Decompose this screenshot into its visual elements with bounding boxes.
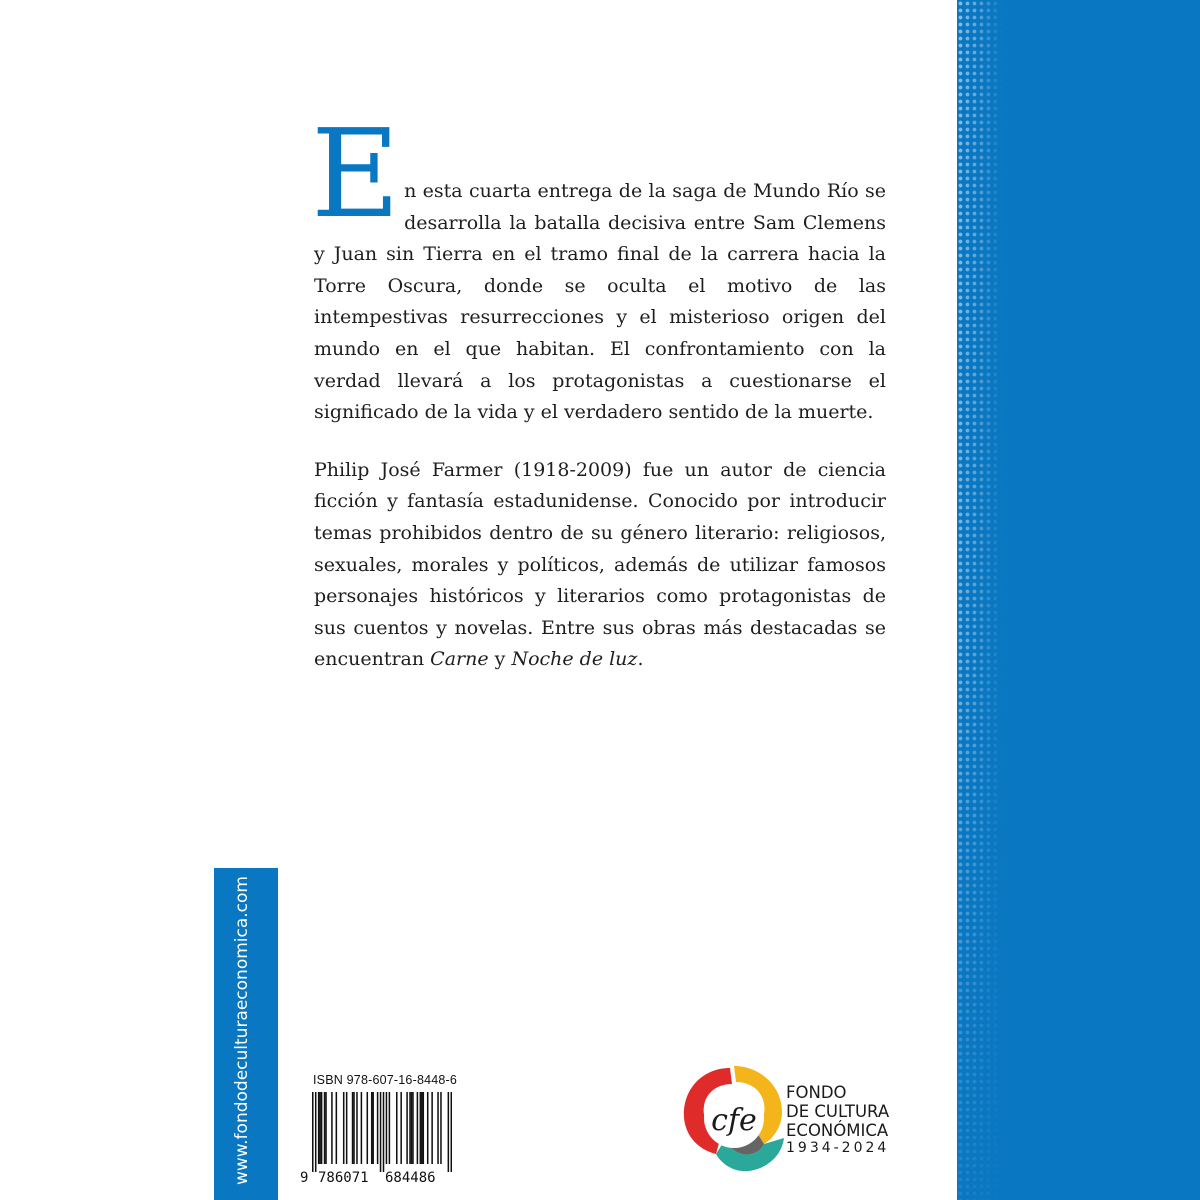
barcode-bar bbox=[336, 1092, 338, 1164]
barcode-bar bbox=[440, 1092, 442, 1164]
barcode-left-digits: 786071 bbox=[318, 1170, 369, 1186]
fce-logo bbox=[678, 1062, 790, 1176]
barcode-bar bbox=[312, 1092, 314, 1172]
barcode-bar bbox=[318, 1092, 320, 1164]
work-title-carne: Carne bbox=[430, 648, 489, 671]
barcode-bar bbox=[400, 1092, 402, 1164]
website-url: www.fondodeculturaeconomica.com bbox=[232, 876, 252, 1185]
barcode-bar bbox=[431, 1092, 433, 1164]
barcode-bar bbox=[427, 1092, 429, 1164]
author-bio-text: Philip José Farmer (1918-2009) fue un autor de ciencia ficción y fantasía estadunidense. Conocido por introducir temas prohibidos dentro de su género literario: religiosos, sexuales, morales y políticos, además de utilizar famosos personajes históricos y literarios como protagonistas de sus cuentos y novelas. Entre sus obras más destacadas se encuentran bbox=[314, 458, 886, 671]
back-cover-text bbox=[311, 103, 886, 676]
publisher-line-3: ECONÓMICA bbox=[786, 1121, 889, 1140]
barcode-bar bbox=[321, 1092, 323, 1164]
barcode-bar bbox=[346, 1092, 348, 1164]
bio-connector: y bbox=[488, 648, 512, 671]
barcode-bar bbox=[367, 1092, 369, 1164]
barcode-bar bbox=[356, 1092, 358, 1164]
barcode-bar bbox=[389, 1092, 391, 1164]
synopsis-text: n esta cuarta entrega de la saga de Mundo Río se desarrolla la batalla decisiva entre Sam Clemens y Juan sin Tierra en el tramo final de la carrera hacia la Torre Oscura, donde se oculta el motivo de las intempestivas resurrecciones y el misterioso origen del mundo en el que habitan. El confrontamiento con la verdad llevará a los protagonistas a cuestionarse el significado de la vida y el verdadero sentido de la muerte. bbox=[314, 180, 886, 424]
barcode-bar bbox=[324, 1092, 326, 1164]
barcode-bar bbox=[343, 1092, 345, 1164]
author-bio-paragraph bbox=[314, 455, 886, 676]
synopsis-paragraph bbox=[311, 103, 886, 429]
barcode-bar bbox=[451, 1092, 452, 1172]
barcode-bar bbox=[352, 1092, 354, 1164]
publisher-line-2: DE CULTURA bbox=[786, 1102, 890, 1121]
barcode-bar bbox=[371, 1092, 373, 1164]
barcode bbox=[312, 1092, 452, 1172]
barcode-bar bbox=[325, 1092, 327, 1164]
barcode-bar bbox=[420, 1092, 422, 1164]
barcode-bar bbox=[386, 1092, 388, 1164]
work-title-noche-de-luz: Noche de luz bbox=[511, 648, 638, 671]
barcode-bar bbox=[361, 1092, 363, 1164]
barcode-bar bbox=[437, 1092, 439, 1164]
barcode-bar bbox=[383, 1092, 385, 1172]
barcode-bar bbox=[315, 1092, 317, 1172]
publisher-line-1: FONDO bbox=[786, 1083, 847, 1102]
barcode-bar bbox=[409, 1092, 411, 1164]
barcode-first-digit: 9 bbox=[300, 1170, 309, 1186]
drop-cap: E bbox=[311, 103, 401, 245]
barcode-bar bbox=[380, 1092, 382, 1172]
halftone-fade bbox=[957, 0, 1200, 1200]
logo-letters: cfe bbox=[711, 1103, 757, 1138]
barcode-bar bbox=[448, 1092, 450, 1172]
publisher-years: 1934-2024 bbox=[786, 1140, 890, 1156]
barcode-bar bbox=[417, 1092, 419, 1164]
bio-end: . bbox=[637, 648, 644, 671]
barcode-bar bbox=[396, 1092, 398, 1164]
barcode-bar bbox=[406, 1092, 408, 1164]
isbn-label: ISBN 978-607-16-8448-6 bbox=[313, 1073, 458, 1087]
barcode-bar bbox=[331, 1092, 333, 1164]
barcode-bar bbox=[377, 1092, 379, 1164]
barcode-bar bbox=[421, 1092, 423, 1164]
blue-spine-band bbox=[957, 0, 1200, 1200]
publisher-name bbox=[786, 1083, 889, 1140]
barcode-right-digits: 684486 bbox=[385, 1170, 436, 1186]
barcode-bar bbox=[423, 1092, 425, 1164]
barcode-bar bbox=[411, 1092, 413, 1164]
barcode-bar bbox=[372, 1092, 374, 1164]
barcode-bar bbox=[319, 1092, 321, 1164]
barcode-bar bbox=[353, 1092, 355, 1164]
barcode-bar bbox=[412, 1092, 414, 1164]
